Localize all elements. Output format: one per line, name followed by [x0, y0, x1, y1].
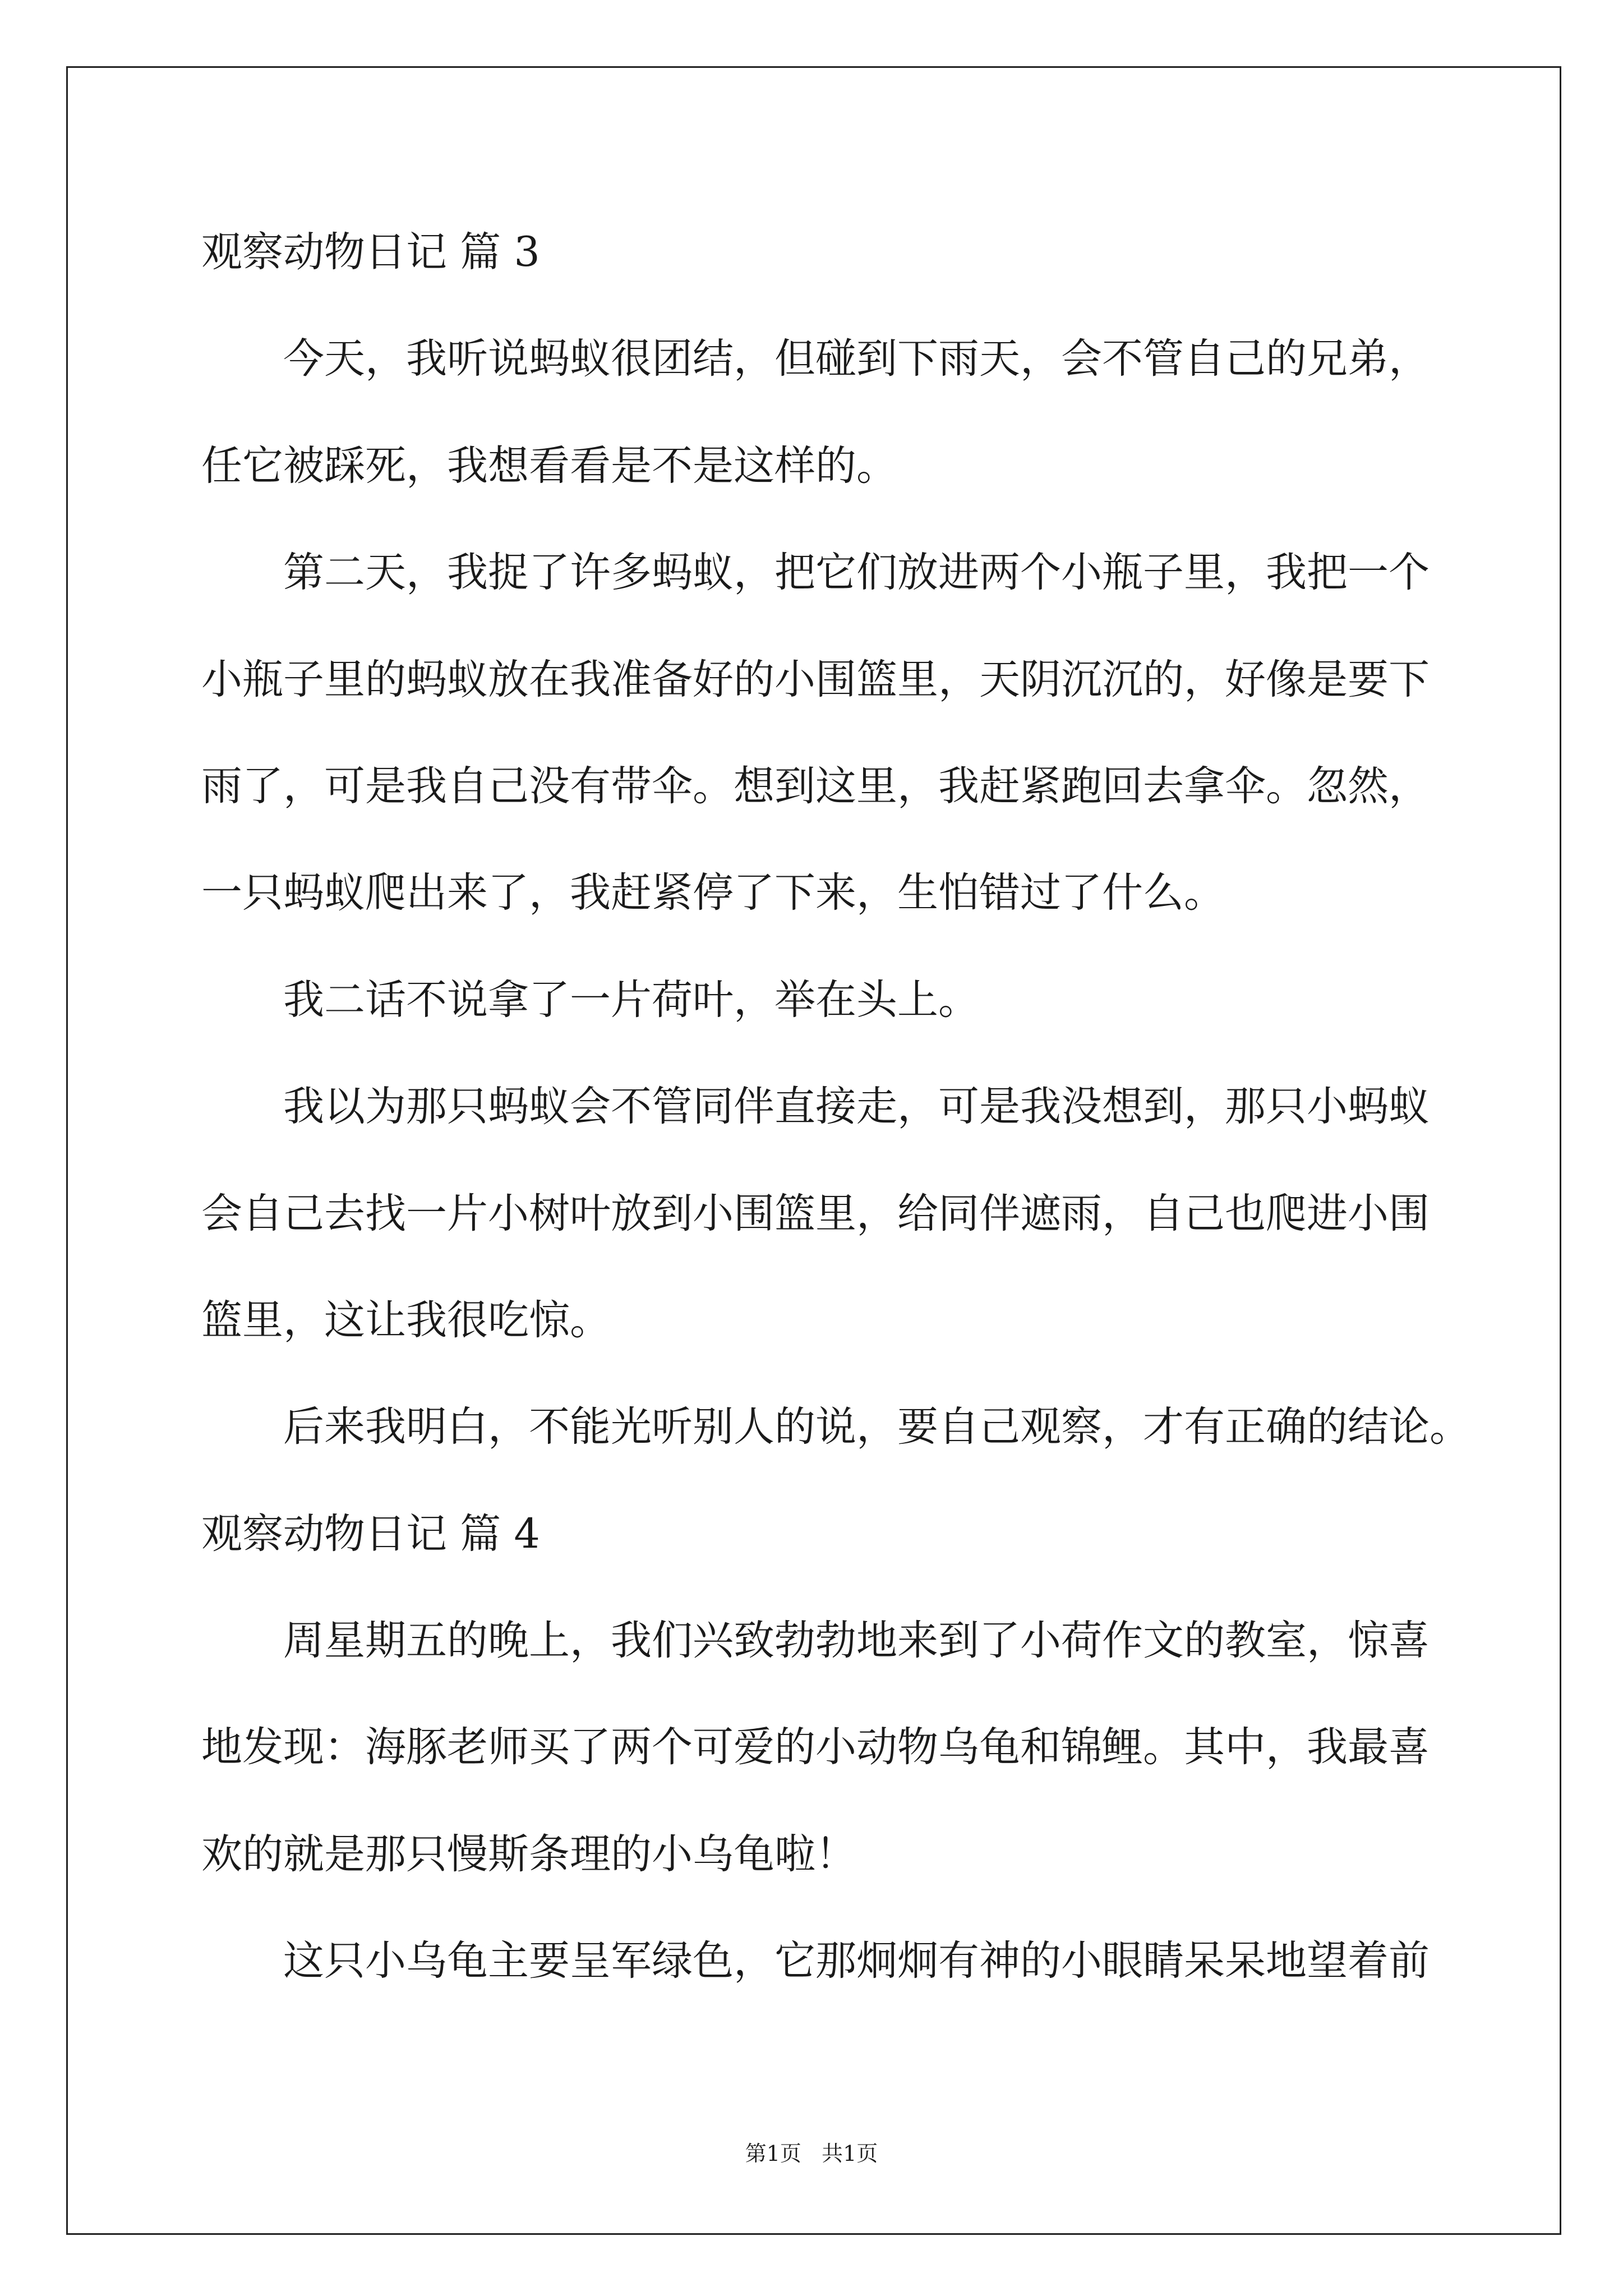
- paragraph-line: 今天，我听说蚂蚁很团结，但碰到下雨天，会不管自己的兄弟，: [283, 335, 1430, 383]
- paragraph-line: 篮里，这让我很吃惊。: [201, 1296, 611, 1344]
- paragraph-line: 我二话不说拿了一片荷叶，举在头上。: [283, 976, 979, 1024]
- page-footer: 第1页 共1页: [745, 2141, 878, 2166]
- paragraph: [201, 1908, 1470, 2014]
- paragraph-line: 后来我明白，不能光听别人的说，要自己观察，才有正确的结论。: [283, 1403, 1470, 1451]
- paragraph: [201, 1053, 1470, 1374]
- paragraph-line: 任它被踩死，我想看看是不是这样的。: [201, 441, 897, 490]
- paragraph-line: 这只小乌龟主要呈军绿色，它那炯炯有神的小眼睛呆呆地望着前: [283, 1937, 1430, 1985]
- document-body: [201, 199, 1470, 2015]
- section-heading: 观察动物日记 篇 3: [201, 228, 540, 276]
- paragraph-line: 会自己去找一片小树叶放到小围篮里，给同伴遮雨，自己也爬进小围: [201, 1189, 1430, 1237]
- paragraph-line: 雨了，可是我自己没有带伞。想到这里，我赶紧跑回去拿伞。忽然，: [201, 762, 1430, 810]
- paragraph-line: 一只蚂蚁爬出来了，我赶紧停了下来，生怕错过了什么。: [201, 869, 1225, 917]
- diary-section: [201, 199, 1470, 1481]
- paragraph: [201, 1374, 1470, 1480]
- diary-section: [201, 1481, 1470, 2015]
- paragraph: [201, 519, 1470, 947]
- paragraph-line: 我以为那只蚂蚁会不管同伴直接走，可是我没想到，那只小蚂蚁: [283, 1083, 1430, 1131]
- paragraph: [201, 947, 1470, 1053]
- section-heading: 观察动物日记 篇 4: [201, 1510, 540, 1558]
- paragraph: [201, 1588, 1470, 1908]
- paragraph: [201, 306, 1470, 519]
- paragraph-line: 小瓶子里的蚂蚁放在我准备好的小围篮里，天阴沉沉的，好像是要下: [201, 655, 1430, 703]
- paragraph-line: 欢的就是那只慢斯条理的小乌龟啦！: [201, 1830, 856, 1878]
- paragraph-line: 地发现：海豚老师买了两个可爱的小动物乌龟和锦鲤。其中，我最喜: [201, 1723, 1430, 1772]
- paragraph-line: 周星期五的晚上，我们兴致勃勃地来到了小荷作文的教室，惊喜: [283, 1617, 1430, 1665]
- paragraph-line: 第二天，我捉了许多蚂蚁，把它们放进两个小瓶子里，我把一个: [283, 549, 1430, 597]
